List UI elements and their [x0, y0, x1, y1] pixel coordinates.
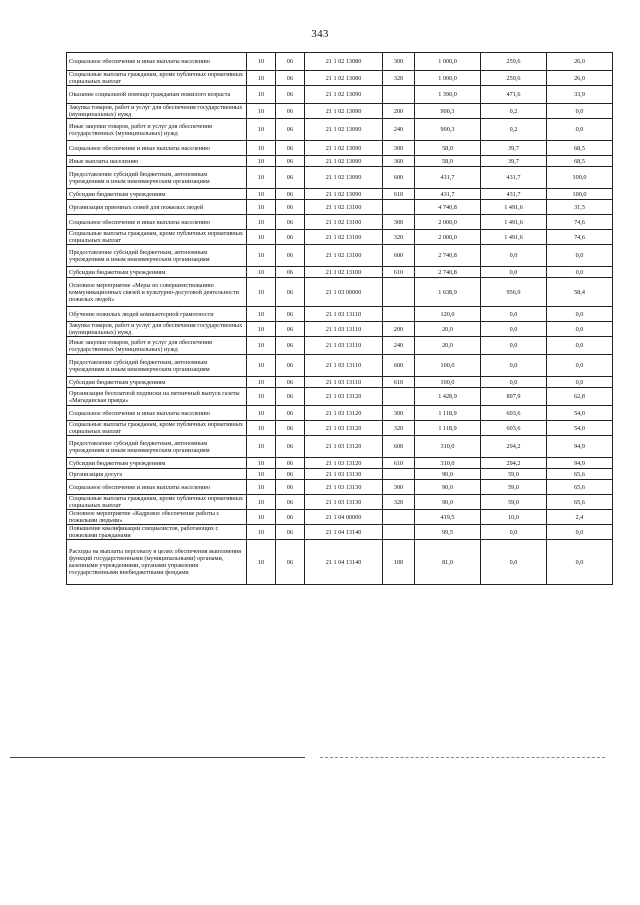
table-row — [67, 156, 613, 167]
row-item-name: Социальное обеспечение и иные выплаты населению — [67, 141, 247, 156]
row-expense-type — [383, 510, 415, 525]
table-row — [67, 355, 613, 377]
table-row — [67, 469, 613, 480]
row-item-name: Организация досуга — [67, 469, 247, 480]
row-section: 10 — [247, 200, 276, 215]
row-execution-percent: 0,0 — [547, 267, 613, 278]
row-planned-amount: 419,5 — [415, 510, 481, 525]
table-row — [67, 71, 613, 86]
row-planned-amount: 2 000,0 — [415, 215, 481, 230]
table-row — [67, 421, 613, 436]
table-row — [67, 104, 613, 119]
row-expense-type: 320 — [383, 230, 415, 245]
row-expense-type: 320 — [383, 421, 415, 436]
table-row — [67, 540, 613, 585]
row-target-article: 21 1 02 13080 — [305, 71, 383, 86]
row-executed-amount: 0,2 — [481, 104, 547, 119]
row-planned-amount: 1 118,9 — [415, 421, 481, 436]
row-execution-percent: 26,0 — [547, 53, 613, 71]
table-row — [67, 337, 613, 355]
row-execution-percent: 0,0 — [547, 119, 613, 141]
row-expense-type: 300 — [383, 215, 415, 230]
row-execution-percent: 54,0 — [547, 421, 613, 436]
row-section: 10 — [247, 267, 276, 278]
row-execution-percent: 0,0 — [547, 540, 613, 585]
row-planned-amount: 58,0 — [415, 141, 481, 156]
row-expense-type — [383, 278, 415, 307]
row-target-article: 21 1 03 13120 — [305, 421, 383, 436]
row-execution-percent: 100,0 — [547, 167, 613, 189]
row-planned-amount: 100,0 — [415, 377, 481, 388]
row-expense-type: 240 — [383, 119, 415, 141]
row-expense-type: 200 — [383, 104, 415, 119]
row-section: 10 — [247, 86, 276, 104]
row-expense-type: 100 — [383, 540, 415, 585]
row-subsection: 06 — [276, 510, 305, 525]
row-section: 10 — [247, 71, 276, 86]
row-execution-percent: 31,5 — [547, 200, 613, 215]
row-target-article: 21 1 04 13140 — [305, 540, 383, 585]
row-subsection: 06 — [276, 406, 305, 421]
row-subsection: 06 — [276, 495, 305, 510]
table-row — [67, 436, 613, 458]
row-executed-amount: 603,6 — [481, 421, 547, 436]
row-subsection: 06 — [276, 156, 305, 167]
table-row — [67, 406, 613, 421]
row-executed-amount: 10,0 — [481, 510, 547, 525]
row-expense-type — [383, 200, 415, 215]
row-item-name: Субсидии бюджетным учреждениям — [67, 458, 247, 469]
row-subsection: 06 — [276, 267, 305, 278]
row-planned-amount: 20,0 — [415, 337, 481, 355]
row-planned-amount: 2 000,0 — [415, 230, 481, 245]
row-executed-amount: 39,7 — [481, 156, 547, 167]
row-expense-type: 300 — [383, 406, 415, 421]
table-row — [67, 388, 613, 406]
table-row — [67, 510, 613, 525]
row-executed-amount: 0,0 — [481, 377, 547, 388]
row-expense-type: 600 — [383, 436, 415, 458]
row-subsection: 06 — [276, 71, 305, 86]
row-expense-type: 610 — [383, 458, 415, 469]
row-executed-amount: 259,6 — [481, 71, 547, 86]
row-executed-amount: 1 491,6 — [481, 230, 547, 245]
row-target-article: 21 1 02 13090 — [305, 104, 383, 119]
row-section: 10 — [247, 495, 276, 510]
row-section: 10 — [247, 230, 276, 245]
row-expense-type — [383, 307, 415, 322]
row-planned-amount: 4 740,8 — [415, 200, 481, 215]
row-planned-amount: 1 428,9 — [415, 388, 481, 406]
row-target-article: 21 1 03 13110 — [305, 337, 383, 355]
row-executed-amount: 897,9 — [481, 388, 547, 406]
row-executed-amount: 0,0 — [481, 355, 547, 377]
row-executed-amount: 0,2 — [481, 119, 547, 141]
row-execution-percent: 65,6 — [547, 480, 613, 495]
row-execution-percent: 0,0 — [547, 322, 613, 337]
row-expense-type — [383, 86, 415, 104]
row-subsection: 06 — [276, 119, 305, 141]
row-item-name: Организация бесплатной подписки на пятничный выпуск газеты «Магаданская правда» — [67, 388, 247, 406]
row-subsection: 06 — [276, 525, 305, 540]
row-subsection: 06 — [276, 337, 305, 355]
row-section: 10 — [247, 119, 276, 141]
row-target-article: 21 1 02 13100 — [305, 230, 383, 245]
row-expense-type: 600 — [383, 355, 415, 377]
table-row — [67, 525, 613, 540]
row-subsection: 06 — [276, 388, 305, 406]
table-row — [67, 200, 613, 215]
row-subsection: 06 — [276, 189, 305, 200]
row-item-name: Субсидии бюджетным учреждениям — [67, 267, 247, 278]
row-section: 10 — [247, 406, 276, 421]
row-executed-amount: 431,7 — [481, 167, 547, 189]
row-item-name: Основное мероприятие «Кадровое обеспечение работы с пожилыми людьми» — [67, 510, 247, 525]
row-target-article: 21 1 02 13090 — [305, 119, 383, 141]
row-target-article: 21 1 03 13110 — [305, 322, 383, 337]
row-executed-amount: 0,0 — [481, 307, 547, 322]
row-item-name: Социальное обеспечение и иные выплаты населению — [67, 215, 247, 230]
row-target-article: 21 1 02 13090 — [305, 189, 383, 200]
row-section: 10 — [247, 189, 276, 200]
row-section: 10 — [247, 436, 276, 458]
row-subsection: 06 — [276, 355, 305, 377]
row-executed-amount: 956,9 — [481, 278, 547, 307]
table-row — [67, 53, 613, 71]
row-planned-amount: 1 000,0 — [415, 71, 481, 86]
row-subsection: 06 — [276, 167, 305, 189]
row-section: 10 — [247, 156, 276, 167]
row-expense-type — [383, 388, 415, 406]
row-subsection: 06 — [276, 215, 305, 230]
row-planned-amount: 2 740,8 — [415, 267, 481, 278]
table-row — [67, 189, 613, 200]
row-target-article: 21 1 02 13100 — [305, 245, 383, 267]
row-item-name: Предоставление субсидий бюджетным, автономным учреждениям и иным некоммерческим организациям — [67, 436, 247, 458]
row-section: 10 — [247, 388, 276, 406]
row-target-article: 21 1 02 13100 — [305, 200, 383, 215]
row-target-article: 21 1 02 13100 — [305, 215, 383, 230]
row-executed-amount: 59,0 — [481, 469, 547, 480]
row-execution-percent: 94,9 — [547, 458, 613, 469]
row-executed-amount: 1 491,6 — [481, 215, 547, 230]
row-planned-amount: 90,0 — [415, 469, 481, 480]
row-execution-percent: 0,0 — [547, 245, 613, 267]
row-execution-percent: 68,5 — [547, 141, 613, 156]
row-section: 10 — [247, 469, 276, 480]
row-item-name: Иные закупки товаров, работ и услуг для обеспечения государственных (муниципальных) нужд — [67, 119, 247, 141]
row-subsection: 06 — [276, 480, 305, 495]
row-executed-amount: 59,0 — [481, 495, 547, 510]
row-expense-type: 320 — [383, 495, 415, 510]
row-target-article: 21 1 03 13120 — [305, 388, 383, 406]
row-section: 10 — [247, 337, 276, 355]
row-item-name: Социальные выплаты гражданам, кроме публичных нормативных социальных выплат — [67, 421, 247, 436]
row-planned-amount: 90,0 — [415, 480, 481, 495]
row-target-article: 21 1 03 13110 — [305, 377, 383, 388]
row-planned-amount: 431,7 — [415, 167, 481, 189]
row-target-article: 21 1 03 13130 — [305, 495, 383, 510]
row-subsection: 06 — [276, 322, 305, 337]
table-row — [67, 480, 613, 495]
row-subsection: 06 — [276, 53, 305, 71]
row-planned-amount: 120,0 — [415, 307, 481, 322]
row-target-article: 21 1 04 13140 — [305, 525, 383, 540]
row-subsection: 06 — [276, 230, 305, 245]
row-expense-type: 600 — [383, 167, 415, 189]
row-execution-percent: 58,4 — [547, 278, 613, 307]
row-target-article: 21 1 03 13110 — [305, 307, 383, 322]
row-execution-percent: 2,4 — [547, 510, 613, 525]
row-execution-percent: 65,6 — [547, 469, 613, 480]
row-subsection: 06 — [276, 245, 305, 267]
row-item-name: Обучение пожилых людей компьютерной грамотности — [67, 307, 247, 322]
row-item-name: Предоставление субсидий бюджетным, автономным учреждениям и иным некоммерческим организациям — [67, 167, 247, 189]
table-row — [67, 495, 613, 510]
row-item-name: Закупка товаров, работ и услуг для обеспечения государственных (муниципальных) нужд — [67, 322, 247, 337]
row-section: 10 — [247, 53, 276, 71]
row-execution-percent: 74,6 — [547, 215, 613, 230]
table-row — [67, 141, 613, 156]
row-expense-type: 600 — [383, 245, 415, 267]
row-target-article: 21 1 02 13090 — [305, 86, 383, 104]
row-expense-type: 300 — [383, 480, 415, 495]
row-planned-amount: 1 390,0 — [415, 86, 481, 104]
row-execution-percent: 26,0 — [547, 71, 613, 86]
row-expense-type: 320 — [383, 71, 415, 86]
row-planned-amount: 81,0 — [415, 540, 481, 585]
row-execution-percent: 0,0 — [547, 525, 613, 540]
row-subsection: 06 — [276, 421, 305, 436]
row-execution-percent: 100,0 — [547, 189, 613, 200]
row-execution-percent: 33,9 — [547, 86, 613, 104]
row-item-name: Социальное обеспечение и иные выплаты населению — [67, 53, 247, 71]
row-execution-percent: 65,6 — [547, 495, 613, 510]
row-item-name: Иные закупки товаров, работ и услуг для обеспечения государственных (муниципальных) нужд — [67, 337, 247, 355]
row-subsection: 06 — [276, 141, 305, 156]
row-executed-amount: 603,6 — [481, 406, 547, 421]
row-executed-amount: 59,0 — [481, 480, 547, 495]
row-executed-amount: 39,7 — [481, 141, 547, 156]
row-executed-amount: 294,2 — [481, 436, 547, 458]
row-execution-percent: 0,0 — [547, 355, 613, 377]
row-executed-amount: 0,0 — [481, 525, 547, 540]
row-planned-amount: 310,0 — [415, 458, 481, 469]
table-row — [67, 245, 613, 267]
row-executed-amount: 0,0 — [481, 245, 547, 267]
row-planned-amount: 90,0 — [415, 495, 481, 510]
row-item-name: Основное мероприятие «Меры по совершенствованию коммуникационных связей и культурно-досуговой деятельности пожилых людей» — [67, 278, 247, 307]
row-execution-percent: 0,0 — [547, 307, 613, 322]
row-expense-type — [383, 525, 415, 540]
row-item-name: Иные выплаты населению — [67, 156, 247, 167]
row-expense-type: 610 — [383, 189, 415, 200]
row-planned-amount: 1 118,9 — [415, 406, 481, 421]
row-target-article: 21 1 04 00000 — [305, 510, 383, 525]
row-target-article: 21 1 02 13080 — [305, 53, 383, 71]
row-item-name: Субсидии бюджетным учреждениям — [67, 377, 247, 388]
row-planned-amount: 58,0 — [415, 156, 481, 167]
row-section: 10 — [247, 510, 276, 525]
row-executed-amount: 1 491,6 — [481, 200, 547, 215]
row-execution-percent: 0,0 — [547, 104, 613, 119]
row-expense-type: 300 — [383, 53, 415, 71]
row-expense-type: 240 — [383, 337, 415, 355]
row-target-article: 21 1 02 13090 — [305, 156, 383, 167]
page-number: 343 — [311, 28, 329, 40]
row-planned-amount: 99,5 — [415, 525, 481, 540]
table-row — [67, 230, 613, 245]
row-section: 10 — [247, 421, 276, 436]
row-executed-amount: 0,0 — [481, 337, 547, 355]
footer-rule-left — [10, 757, 305, 758]
row-section: 10 — [247, 322, 276, 337]
row-subsection: 06 — [276, 307, 305, 322]
row-target-article: 21 1 03 13130 — [305, 480, 383, 495]
row-target-article: 21 1 02 13090 — [305, 167, 383, 189]
row-planned-amount: 310,0 — [415, 436, 481, 458]
row-subsection: 06 — [276, 458, 305, 469]
table-row — [67, 307, 613, 322]
row-target-article: 21 1 02 13100 — [305, 267, 383, 278]
row-target-article: 21 1 03 13120 — [305, 436, 383, 458]
row-planned-amount: 900,3 — [415, 119, 481, 141]
row-execution-percent: 62,8 — [547, 388, 613, 406]
row-planned-amount: 900,3 — [415, 104, 481, 119]
row-item-name: Повышение квалификации специалистов, работающих с пожилыми гражданами — [67, 525, 247, 540]
row-executed-amount: 259,6 — [481, 53, 547, 71]
row-executed-amount: 0,0 — [481, 322, 547, 337]
row-item-name: Предоставление субсидий бюджетным, автономным учреждениям и иным некоммерческим организациям — [67, 245, 247, 267]
row-expense-type: 360 — [383, 156, 415, 167]
row-expense-type — [383, 469, 415, 480]
row-item-name: Закупка товаров, работ и услуг для обеспечения государственных (муниципальных) нужд — [67, 104, 247, 119]
row-execution-percent: 68,5 — [547, 156, 613, 167]
row-executed-amount: 431,7 — [481, 189, 547, 200]
row-execution-percent: 94,9 — [547, 436, 613, 458]
row-subsection: 06 — [276, 377, 305, 388]
row-section: 10 — [247, 377, 276, 388]
row-execution-percent: 74,6 — [547, 230, 613, 245]
row-execution-percent: 0,0 — [547, 337, 613, 355]
row-item-name: Социальное обеспечение и иные выплаты населению — [67, 480, 247, 495]
table-row — [67, 322, 613, 337]
table-row — [67, 86, 613, 104]
row-planned-amount: 20,0 — [415, 322, 481, 337]
row-item-name: Субсидии бюджетным учреждениям — [67, 189, 247, 200]
table-row — [67, 377, 613, 388]
row-item-name: Расходы на выплаты персоналу в целях обеспечения выполнения функций государственными (муниципальными) органами, казенными учреждениями, органами управления государственными внебюджетными фондами — [67, 540, 247, 585]
row-subsection: 06 — [276, 436, 305, 458]
row-planned-amount: 1 638,9 — [415, 278, 481, 307]
row-executed-amount: 0,0 — [481, 540, 547, 585]
row-item-name: Социальное обеспечение и иные выплаты населению — [67, 406, 247, 421]
row-target-article: 21 1 03 00000 — [305, 278, 383, 307]
row-subsection: 06 — [276, 104, 305, 119]
row-target-article: 21 1 03 13120 — [305, 458, 383, 469]
table-row — [67, 215, 613, 230]
row-expense-type: 300 — [383, 141, 415, 156]
row-planned-amount: 431,7 — [415, 189, 481, 200]
row-item-name: Предоставление субсидий бюджетным, автономным учреждениям и иным некоммерческим организациям — [67, 355, 247, 377]
row-executed-amount: 471,6 — [481, 86, 547, 104]
row-section: 10 — [247, 167, 276, 189]
table-row — [67, 278, 613, 307]
row-item-name: Социальные выплаты гражданам, кроме публичных нормативных социальных выплат — [67, 495, 247, 510]
row-target-article: 21 1 03 13130 — [305, 469, 383, 480]
row-item-name: Организация приемных семей для пожилых людей — [67, 200, 247, 215]
row-target-article: 21 1 02 13090 — [305, 141, 383, 156]
row-planned-amount: 1 000,0 — [415, 53, 481, 71]
table-row — [67, 267, 613, 278]
footer-rule-right — [320, 757, 605, 758]
row-section: 10 — [247, 480, 276, 495]
row-section: 10 — [247, 355, 276, 377]
row-executed-amount: 294,2 — [481, 458, 547, 469]
row-subsection: 06 — [276, 469, 305, 480]
row-execution-percent: 54,0 — [547, 406, 613, 421]
row-expense-type: 200 — [383, 322, 415, 337]
row-section: 10 — [247, 540, 276, 585]
row-section: 10 — [247, 458, 276, 469]
row-expense-type: 610 — [383, 267, 415, 278]
table-row — [67, 167, 613, 189]
budget-table — [66, 52, 613, 585]
row-expense-type: 610 — [383, 377, 415, 388]
row-item-name: Социальные выплаты гражданам, кроме публичных нормативных социальных выплат — [67, 230, 247, 245]
row-section: 10 — [247, 104, 276, 119]
row-subsection: 06 — [276, 278, 305, 307]
row-target-article: 21 1 03 13110 — [305, 355, 383, 377]
row-planned-amount: 100,0 — [415, 355, 481, 377]
table-row — [67, 119, 613, 141]
row-section: 10 — [247, 245, 276, 267]
row-item-name: Оказание социальной помощи гражданам пожилого возраста — [67, 86, 247, 104]
row-target-article: 21 1 03 13120 — [305, 406, 383, 421]
table-row — [67, 458, 613, 469]
row-subsection: 06 — [276, 540, 305, 585]
row-subsection: 06 — [276, 200, 305, 215]
row-section: 10 — [247, 215, 276, 230]
row-executed-amount: 0,0 — [481, 267, 547, 278]
row-section: 10 — [247, 278, 276, 307]
row-subsection: 06 — [276, 86, 305, 104]
row-section: 10 — [247, 525, 276, 540]
row-execution-percent: 0,0 — [547, 377, 613, 388]
row-item-name: Социальные выплаты гражданам, кроме публичных нормативных социальных выплат — [67, 71, 247, 86]
row-planned-amount: 2 740,8 — [415, 245, 481, 267]
row-section: 10 — [247, 307, 276, 322]
row-section: 10 — [247, 141, 276, 156]
